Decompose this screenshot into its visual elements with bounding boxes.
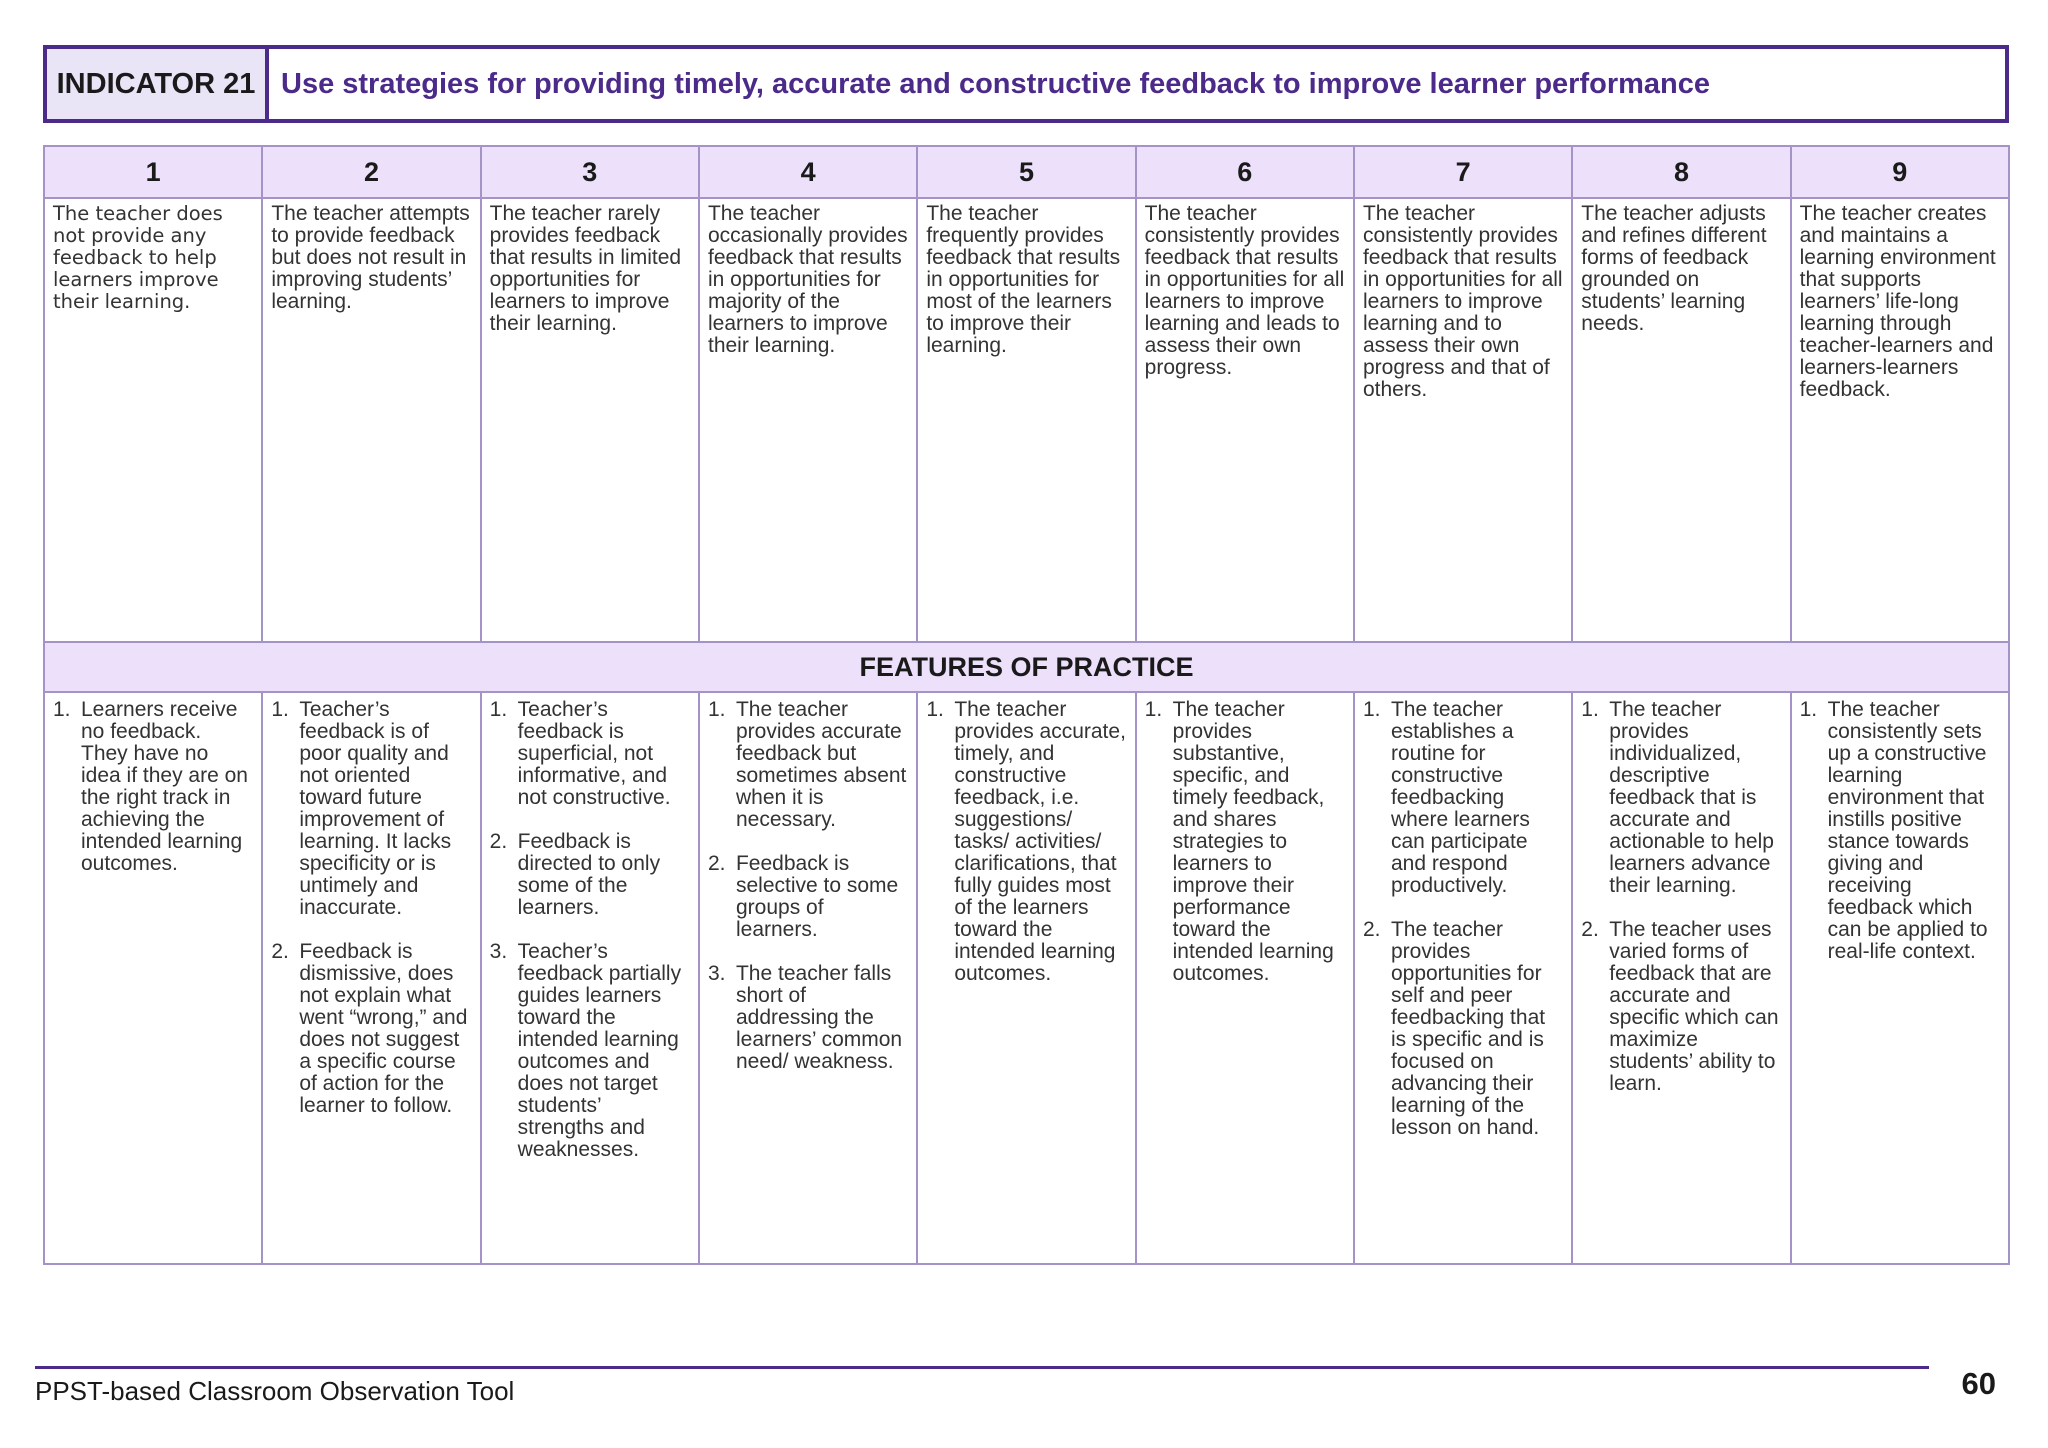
feature-number: 1. [926, 698, 944, 721]
feature-text: Teacher’s feedback is of poor quality and not oriented toward future improvement of learning. It lacks specificity or is untimely and inaccurate. [299, 698, 452, 919]
description-row [44, 198, 2009, 642]
feature-text: The teacher provides individualized, descriptive feedback that is accurate and actionable to help learners advance their learning. [1609, 698, 1774, 897]
feature-text: Learners receive no feedback. They have no idea if they are on the right track in achieving the intended learning outcomes. [81, 698, 248, 875]
feature-text: Feedback is dismissive, does not explain what went “wrong,” and does not suggest a specific course of action for the learner to follow. [299, 940, 468, 1117]
feature-item [490, 699, 690, 809]
feature-number: 1. [1581, 698, 1599, 721]
features-row [44, 692, 2009, 1264]
feature-item [1800, 699, 2000, 963]
level-header: 5 [917, 146, 1135, 198]
level-description: The teacher occasionally provides feedback that results in opportunities for majority of the learners to improve their learning. [699, 198, 917, 642]
feature-number: 2. [1581, 918, 1599, 941]
level-description: The teacher adjusts and refines different forms of feedback grounded on students’ learning needs. [1572, 198, 1790, 642]
features-list [53, 699, 253, 875]
features-cell [44, 692, 262, 1264]
feature-text: Teacher’s feedback partially guides learners toward the intended learning outcomes and does not target students’ strengths and weaknesses. [517, 940, 682, 1161]
feature-item [708, 853, 908, 941]
level-description: The teacher frequently provides feedback that results in opportunities for most of the learners to improve their learning. [917, 198, 1135, 642]
features-cell [699, 692, 917, 1264]
level-header: 8 [1572, 146, 1790, 198]
page-number: 60 [1961, 1366, 1996, 1401]
level-header: 3 [481, 146, 699, 198]
indicator-label: INDICATOR 21 [47, 49, 269, 119]
features-list [1145, 699, 1345, 985]
level-header: 1 [44, 146, 262, 198]
level-description: The teacher rarely provides feedback that results in limited opportunities for learners to improve their learning. [481, 198, 699, 642]
feature-item [271, 699, 471, 919]
level-header: 6 [1136, 146, 1354, 198]
feature-number: 1. [53, 698, 71, 721]
level-header: 4 [699, 146, 917, 198]
feature-text: The teacher provides accurate, timely, and constructive feedback, i.e. suggestions/ tasks/ activities/ clarifications, that fully guides most of the learners toward the intended learning outcomes. [954, 698, 1126, 985]
feature-item [1581, 919, 1781, 1095]
feature-number: 3. [489, 940, 508, 963]
features-list [1363, 699, 1563, 1139]
features-cell [481, 692, 699, 1264]
features-list [490, 699, 690, 1161]
features-list [926, 699, 1126, 985]
indicator-header [43, 45, 2009, 123]
feature-item [53, 699, 253, 875]
features-cell [1354, 692, 1572, 1264]
feature-number: 3. [707, 962, 726, 985]
feature-number: 1. [707, 698, 726, 721]
features-list [708, 699, 908, 1073]
feature-number: 2. [489, 830, 508, 853]
feature-item [708, 699, 908, 831]
features-cell [1791, 692, 2009, 1264]
level-header-row [44, 146, 2009, 198]
feature-number: 1. [271, 698, 289, 721]
features-heading: FEATURES OF PRACTICE [44, 642, 2009, 692]
level-header: 9 [1791, 146, 2009, 198]
feature-text: The teacher provides accurate feedback but sometimes absent when it is necessary. [735, 698, 907, 831]
feature-number: 1. [1362, 698, 1381, 721]
feature-item [490, 941, 690, 1161]
features-list [271, 699, 471, 1117]
feature-item [926, 699, 1126, 985]
feature-text: Feedback is directed to only some of the learners. [517, 830, 661, 919]
features-cell [1136, 692, 1354, 1264]
level-description: The teacher creates and maintains a learning environment that supports learners’ life-long learning through teacher-learners and learners-learners feedback. [1791, 198, 2009, 642]
indicator-title: Use strategies for providing timely, accurate and constructive feedback to improve learner performance [281, 67, 1710, 100]
features-cell [262, 692, 480, 1264]
features-list [1800, 699, 2000, 963]
feature-item [1145, 699, 1345, 985]
feature-text: The teacher provides opportunities for self and peer feedbacking that is specific and is focused on advancing their learning of the lesson on hand. [1390, 918, 1546, 1139]
level-description: The teacher does not provide any feedback to help learners improve their learning. [44, 198, 262, 642]
footer-title: PPST-based Classroom Observation Tool [35, 1376, 515, 1406]
feature-number: 1. [1799, 698, 1818, 721]
feature-text: Teacher’s feedback is superficial, not informative, and not constructive. [517, 698, 671, 809]
level-description: The teacher consistently provides feedback that results in opportunities for all learners to improve learning and to assess their own progress and that of others. [1354, 198, 1572, 642]
feature-item [490, 831, 690, 919]
feature-text: The teacher consistently sets up a constructive learning environment that instills positive stance towards giving and receiving feedback which can be applied to real-life context. [1827, 698, 1988, 963]
feature-number: 2. [1362, 918, 1381, 941]
feature-item [1581, 699, 1781, 897]
feature-number: 2. [707, 852, 726, 875]
features-heading-row [44, 642, 2009, 692]
feature-number: 1. [489, 698, 508, 721]
features-cell [917, 692, 1135, 1264]
rubric-table [43, 145, 2010, 1265]
feature-item [708, 963, 908, 1073]
feature-number: 1. [1144, 698, 1163, 721]
footer-divider [35, 1366, 1929, 1369]
feature-text: The teacher falls short of addressing the learners’ common need/ weakness. [735, 962, 903, 1073]
level-header: 7 [1354, 146, 1572, 198]
features-cell [1572, 692, 1790, 1264]
level-header: 2 [262, 146, 480, 198]
feature-text: Feedback is selective to some groups of learners. [735, 852, 899, 941]
feature-item [271, 941, 471, 1117]
feature-text: The teacher provides substantive, specific, and timely feedback, and shares strategies to learners to improve their performance toward the intended learning outcomes. [1172, 698, 1334, 985]
feature-item [1363, 699, 1563, 897]
feature-item [1363, 919, 1563, 1139]
feature-text: The teacher establishes a routine for constructive feedbacking where learners can participate and respond productively. [1390, 698, 1530, 897]
feature-text: The teacher uses varied forms of feedback that are accurate and specific which can maximize students’ ability to learn. [1609, 918, 1779, 1095]
level-description: The teacher consistently provides feedback that results in opportunities for all learners to improve learning and leads to assess their own progress. [1136, 198, 1354, 642]
level-description: The teacher attempts to provide feedback but does not result in improving students’ learning. [262, 198, 480, 642]
features-list [1581, 699, 1781, 1095]
feature-number: 2. [271, 940, 289, 963]
